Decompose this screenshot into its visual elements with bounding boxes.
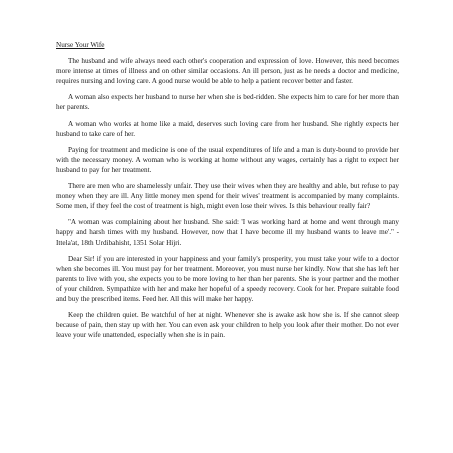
paragraph-1: The husband and wife always need each other's cooperation and expression of love. However, this need becomes more intense at times of illness and on other similar occasions. An ill person, just as he needs a doctor and medicine, requires nursing and loving care. A good nurse would be able to help a patient recover better and faster.: [56, 57, 399, 86]
paragraph-2: A woman also expects her husband to nurse her when she is bed-ridden. She expects him to care for her more than her parents.: [56, 93, 399, 112]
paragraph-8: Keep the children quiet. Be watchful of her at night. Whenever she is awake ask how she is. If she cannot sleep because of pain, then stay up with her. You can even ask your children to help you look after their mother. Do not ever leave your wife unattended, especially when she is in pain.: [56, 311, 399, 340]
document-title: Nurse Your Wife: [56, 41, 105, 49]
paragraph-5: There are men who are shamelessly unfair. They use their wives when they are healthy and able, but refuse to pay money when they are ill. Any little money men spend for their wives' treatment is accompanied by many complaints. Some men, if they feel the cost of treatment is high, might even lose their wives. Is this behaviour really fair?: [56, 182, 399, 211]
document-page: [56, 40, 399, 346]
paragraph-7: Dear Sir! if you are interested in your happiness and your family's prosperity, you must take your wife to a doctor when she becomes ill. You must pay for her treatment. Moreover, you must nurse her kindly. Now that she has left her parents to live with you, she expects you to be more loving to her than her parents. She is your partner and the mother of your children. Sympathize with her and make her hopeful of a speedy recovery. Cook for her. Prepare suitable food and buy the prescribed items. Feed her. All this will make her happy.: [56, 254, 399, 303]
paragraph-4: Paying for treatment and medicine is one of the usual expenditures of life and a man is duty-bound to provide her with the necessary money. A woman who is working at home without any wages, certainly has a right to expect her husband to pay for her treatment.: [56, 145, 399, 174]
paragraph-3: A woman who works at home like a maid, deserves such loving care from her husband. She rightly expects her husband to take care of her.: [56, 119, 399, 138]
paragraph-6: "A woman was complaining about her husband. She said: 'I was working hard at home and went through many happy and harsh times with my husband. However, now that I have become ill my husband wants to leave me'." -Ittela'at, 18th Urdibahisht, 1351 Solar Hijri.: [56, 218, 399, 247]
